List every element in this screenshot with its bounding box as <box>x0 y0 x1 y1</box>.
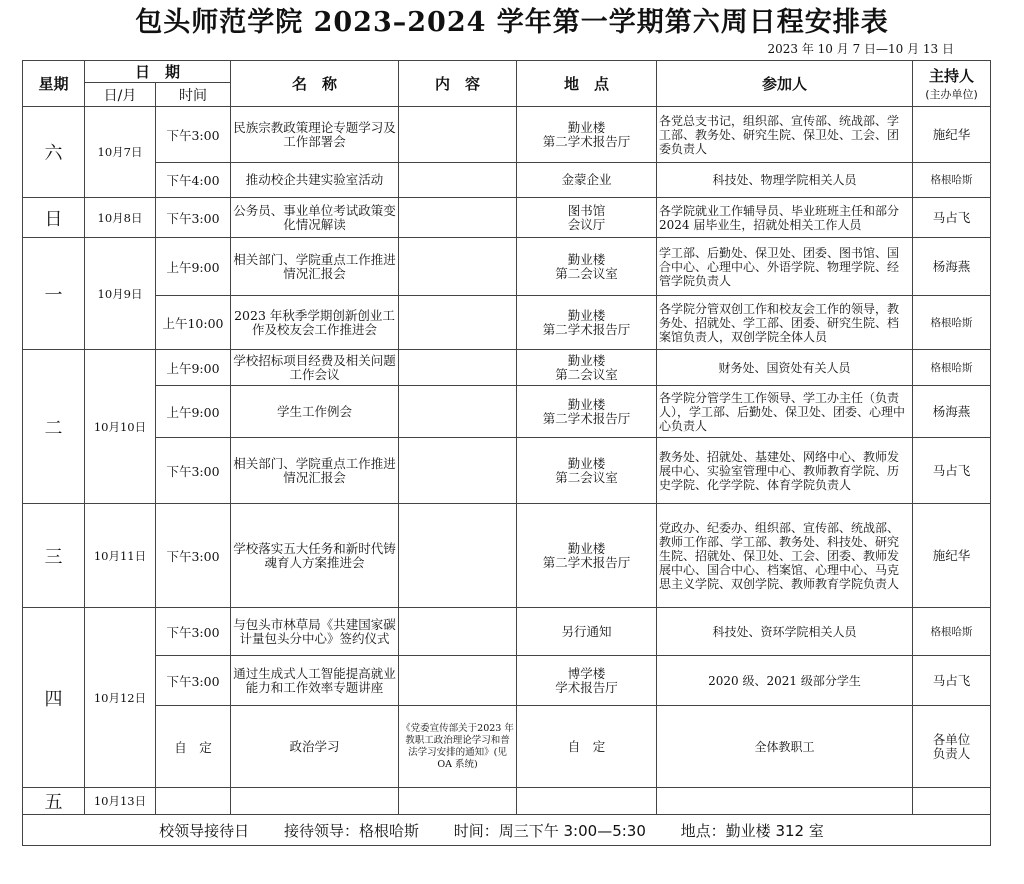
time-cell: 下午3:00 <box>156 656 231 706</box>
name-cell: 与包头市林草局《共建国家碳计量包头分中心》签约仪式 <box>231 608 399 656</box>
content-cell <box>399 608 517 656</box>
location-cell: 另行通知 <box>517 608 657 656</box>
name-cell: 学校招标项目经费及相关问题工作会议 <box>231 350 399 386</box>
name-cell: 相关部门、学院重点工作推进情况汇报会 <box>231 238 399 296</box>
participants-cell: 科技处、物理学院相关人员 <box>657 163 913 198</box>
table-row <box>23 608 991 656</box>
empty-cell <box>913 788 991 815</box>
date-cell: 10月8日 <box>85 198 156 238</box>
participants-cell: 2020 级、2021 级部分学生 <box>657 656 913 706</box>
name-cell: 公务员、事业单位考试政策变化情况解读 <box>231 198 399 238</box>
header-location: 地 点 <box>517 61 657 107</box>
participants-cell: 各党总支书记，组织部、宣传部、统战部、学工部、教务处、研究生院、保卫处、工会、团委负责人 <box>657 107 913 163</box>
table-row <box>23 238 991 296</box>
time-cell: 上午9:00 <box>156 238 231 296</box>
time-cell: 下午3:00 <box>156 438 231 504</box>
participants-cell: 学工部、后勤处、保卫处、团委、图书馆、国合中心、心理中心、外语学院、物理学院、经管学院负责人 <box>657 238 913 296</box>
header-host-unit: (主办单位) <box>925 88 978 101</box>
content-cell <box>399 296 517 350</box>
reception-place: 地点：勤业楼 312 室 <box>680 821 824 840</box>
time-cell: 下午3:00 <box>156 504 231 608</box>
date-range: 2023 年 10 月 7 日—10 月 13 日 <box>767 42 954 56</box>
header-host-label: 主持人 <box>929 67 975 85</box>
header-name: 名 称 <box>231 61 399 107</box>
empty-cell <box>517 788 657 815</box>
weekday-cell: 五 <box>23 788 85 815</box>
table-row <box>23 107 991 163</box>
content-cell <box>399 504 517 608</box>
location-cell: 勤业楼 第二会议室 <box>517 350 657 386</box>
participants-cell: 各学院分管双创工作和校友会工作的领导，教务处、招就处、学工部、团委、研究生院、档案馆负责人，双创学院全体人员 <box>657 296 913 350</box>
content-cell: 《党委宣传部关于2023 年教职工政治理论学习和普法学习安排的通知》(见OA 系统) <box>399 706 517 788</box>
participants-cell: 科技处、资环学院相关人员 <box>657 608 913 656</box>
reception-leader: 接待领导：格根哈斯 <box>283 821 419 840</box>
time-cell: 下午3:00 <box>156 608 231 656</box>
time-cell: 上午10:00 <box>156 296 231 350</box>
weekday-cell: 二 <box>23 350 85 504</box>
host-cell: 格根哈斯 <box>913 163 991 198</box>
header-content: 内 容 <box>399 61 517 107</box>
weekday-cell: 六 <box>23 107 85 198</box>
time-cell: 下午4:00 <box>156 163 231 198</box>
date-cell: 10月9日 <box>85 238 156 350</box>
header-host <box>913 61 991 107</box>
participants-cell: 各学院分管学生工作领导、学工办主任（负责人），学工部、后勤处、保卫处、团委、心理中心负责人 <box>657 386 913 438</box>
reception-time: 时间：周三下午 3:00—5:30 <box>453 821 646 840</box>
content-cell <box>399 438 517 504</box>
location-cell: 勤业楼 第二学术报告厅 <box>517 296 657 350</box>
empty-cell <box>399 788 517 815</box>
host-cell: 马占飞 <box>913 438 991 504</box>
table-row <box>23 438 991 504</box>
date-cell: 10月11日 <box>85 504 156 608</box>
content-cell <box>399 198 517 238</box>
host-cell: 各单位 负责人 <box>913 706 991 788</box>
location-cell: 图书馆 会议厅 <box>517 198 657 238</box>
table-row <box>23 350 991 386</box>
header-participants: 参加人 <box>657 61 913 107</box>
name-cell: 学校落实五大任务和新时代铸魂育人方案推进会 <box>231 504 399 608</box>
content-cell <box>399 386 517 438</box>
date-cell: 10月13日 <box>85 788 156 815</box>
time-cell: 自 定 <box>156 706 231 788</box>
table-row <box>23 656 991 706</box>
date-cell: 10月7日 <box>85 107 156 198</box>
table-row <box>23 386 991 438</box>
participants-cell: 党政办、纪委办、组织部、宣传部、统战部、教师工作部、学工部、教务处、科技处、研究生院、招就处、保卫处、工会、团委、教师发展中心、国合中心、档案馆、心理中心、马克思主义学院、双创学院、教师教育学院负责人 <box>657 504 913 608</box>
date-cell: 10月12日 <box>85 608 156 788</box>
name-cell: 政治学习 <box>231 706 399 788</box>
reception-label: 校领导接待日 <box>159 821 250 840</box>
host-cell: 马占飞 <box>913 198 991 238</box>
host-cell: 格根哈斯 <box>913 296 991 350</box>
name-cell: 2023 年秋季学期创新创业工作及校友会工作推进会 <box>231 296 399 350</box>
name-cell: 民族宗教政策理论专题学习及工作部署会 <box>231 107 399 163</box>
content-cell <box>399 350 517 386</box>
reception-cell <box>23 815 991 846</box>
location-cell: 勤业楼 第二会议室 <box>517 438 657 504</box>
participants-cell: 各学院就业工作辅导员、毕业班班主任和部分 2024 届毕业生，招就处相关工作人员 <box>657 198 913 238</box>
content-cell <box>399 238 517 296</box>
host-cell: 杨海燕 <box>913 238 991 296</box>
table-row <box>23 198 991 238</box>
location-cell: 勤业楼 第二学术报告厅 <box>517 504 657 608</box>
name-cell: 学生工作例会 <box>231 386 399 438</box>
weekday-cell: 四 <box>23 608 85 788</box>
date-cell: 10月10日 <box>85 350 156 504</box>
header-date-group: 日 期 <box>85 61 231 83</box>
location-cell: 自 定 <box>517 706 657 788</box>
table-row <box>23 163 991 198</box>
name-cell: 通过生成式人工智能提高就业能力和工作效率专题讲座 <box>231 656 399 706</box>
location-cell: 勤业楼 第二会议室 <box>517 238 657 296</box>
host-cell: 杨海燕 <box>913 386 991 438</box>
location-cell: 勤业楼 第二学术报告厅 <box>517 107 657 163</box>
table-row <box>23 504 991 608</box>
content-cell <box>399 107 517 163</box>
empty-cell <box>657 788 913 815</box>
header-weekday: 星期 <box>23 61 85 107</box>
participants-cell: 全体教职工 <box>657 706 913 788</box>
table-row <box>23 706 991 788</box>
table-row <box>23 788 991 815</box>
participants-cell: 教务处、招就处、基建处、网络中心、教师发展中心、实验室管理中心、教师教育学院、历史学院、化学学院、体育学院负责人 <box>657 438 913 504</box>
weekday-cell: 一 <box>23 238 85 350</box>
location-cell: 博学楼 学术报告厅 <box>517 656 657 706</box>
header-day-month: 日/月 <box>85 83 156 107</box>
content-cell <box>399 656 517 706</box>
content-cell <box>399 163 517 198</box>
location-cell: 勤业楼 第二学术报告厅 <box>517 386 657 438</box>
weekday-cell: 日 <box>23 198 85 238</box>
empty-cell <box>231 788 399 815</box>
time-cell: 下午3:00 <box>156 198 231 238</box>
host-cell: 施纪华 <box>913 504 991 608</box>
page-title: 包头师范学院 2023–2024 学年第一学期第六周日程安排表 <box>135 7 889 38</box>
time-cell: 上午9:00 <box>156 386 231 438</box>
empty-cell <box>156 788 231 815</box>
time-cell: 上午9:00 <box>156 350 231 386</box>
weekday-cell: 三 <box>23 504 85 608</box>
reception-row <box>23 815 991 846</box>
table-row <box>23 296 991 350</box>
time-cell: 下午3:00 <box>156 107 231 163</box>
header-time: 时间 <box>156 83 231 107</box>
host-cell: 格根哈斯 <box>913 350 991 386</box>
schedule-table <box>22 60 991 846</box>
host-cell: 格根哈斯 <box>913 608 991 656</box>
name-cell: 推动校企共建实验室活动 <box>231 163 399 198</box>
participants-cell: 财务处、国资处有关人员 <box>657 350 913 386</box>
host-cell: 马占飞 <box>913 656 991 706</box>
host-cell: 施纪华 <box>913 107 991 163</box>
location-cell: 金蒙企业 <box>517 163 657 198</box>
name-cell: 相关部门、学院重点工作推进情况汇报会 <box>231 438 399 504</box>
